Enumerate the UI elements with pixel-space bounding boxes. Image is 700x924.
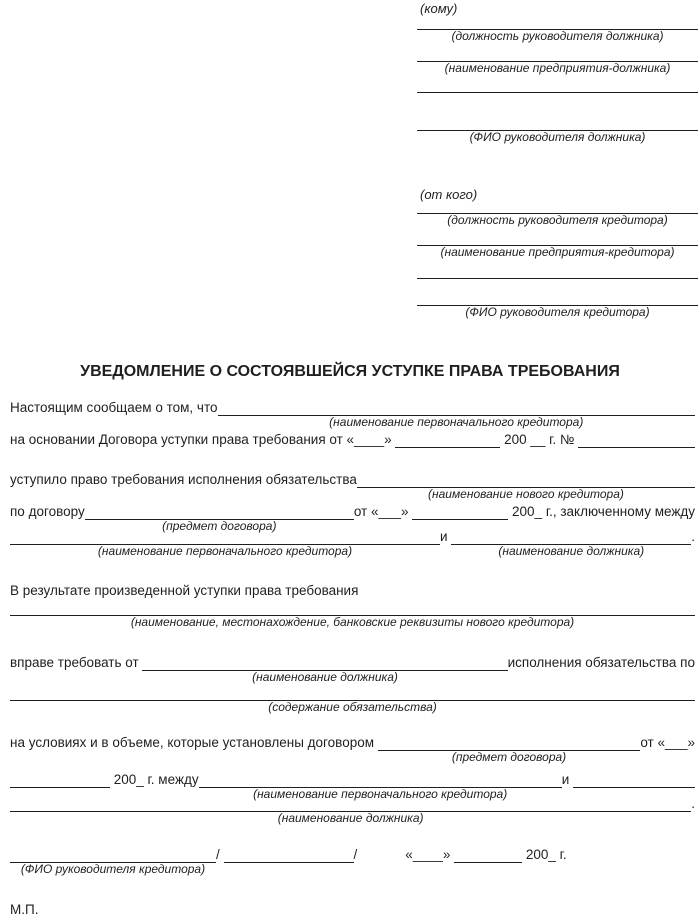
blank-line <box>417 259 698 279</box>
field-caption: (предмет договора) <box>162 519 277 533</box>
blank-field <box>85 503 354 533</box>
row-text: 200_ г. между <box>110 772 199 787</box>
form-row <box>10 599 695 629</box>
blank-line <box>451 528 691 545</box>
blank-field <box>142 654 507 684</box>
field-caption: (наименование должника) <box>498 544 645 558</box>
signature-name-field <box>10 846 216 876</box>
blank-field <box>378 734 641 764</box>
blank-field <box>10 599 695 629</box>
row-text: от «___» <box>353 504 413 519</box>
blank-line <box>224 846 354 863</box>
from-label: (от кого) <box>420 187 478 202</box>
to-label: (кому) <box>420 1 458 16</box>
blank-field <box>395 431 500 448</box>
field-caption: (должность руководителя кредитора) <box>447 213 668 227</box>
blank-field <box>10 771 110 788</box>
blank-line <box>412 503 508 520</box>
row-text: уступило право требования исполнения обязательства <box>10 472 357 487</box>
blank-line <box>10 846 216 863</box>
field-caption: (ФИО руководителя должника) <box>469 130 646 144</box>
blank-line <box>573 771 695 788</box>
field-caption: (наименование первоначального кредитора) <box>97 544 353 558</box>
row-text: . <box>691 529 695 544</box>
form-row <box>10 528 695 558</box>
blank-field <box>357 471 695 501</box>
addressee-block <box>417 0 698 319</box>
form-row <box>10 654 695 684</box>
field-caption: (предмет договора) <box>451 750 567 764</box>
field-caption: (наименование должника) <box>252 670 398 684</box>
blank-line <box>395 431 500 448</box>
field-caption: (ФИО руководителя кредитора) <box>20 862 206 876</box>
blank-field <box>10 684 695 714</box>
blank-line <box>85 503 354 520</box>
blank-field <box>412 503 508 520</box>
field-caption: (наименование, местонахождение, банковские реквизиты нового кредитора) <box>130 615 575 629</box>
document-body <box>0 399 700 918</box>
row-text: 200 __ г. № <box>500 432 579 447</box>
form-row <box>10 795 695 825</box>
blank-line <box>218 399 696 416</box>
row-text: В результате произведенной уступки права требования <box>10 583 359 598</box>
blank-field <box>451 528 691 558</box>
blank-line <box>10 599 695 616</box>
blank-line <box>417 75 698 93</box>
signature-row <box>10 846 695 876</box>
form-row <box>10 684 695 714</box>
blank-line <box>10 795 691 812</box>
blank-line <box>10 684 695 701</box>
form-row <box>10 503 695 533</box>
field-caption: (наименование предприятия-должника) <box>444 61 671 75</box>
blank-field <box>218 399 696 429</box>
row-text: от «___» <box>640 735 695 750</box>
blank-line <box>378 734 641 751</box>
form-row <box>10 431 695 448</box>
document-title: УВЕДОМЛЕНИЕ О СОСТОЯВШЕЙСЯ УСТУПКЕ ПРАВА ТРЕБОВАНИЯ <box>80 363 620 380</box>
blank-line <box>357 471 695 488</box>
row-text: . <box>691 796 695 811</box>
form-row <box>10 771 695 801</box>
form-row <box>10 399 695 429</box>
form-row <box>10 582 695 599</box>
blank-field <box>573 771 695 788</box>
blank-line <box>199 771 562 788</box>
blank-line <box>454 846 522 863</box>
blank-field <box>578 431 695 448</box>
blank-line <box>417 93 698 131</box>
signature-field <box>224 846 354 863</box>
stamp-row <box>10 901 695 918</box>
row-text: по договору <box>10 504 85 519</box>
blank-line <box>578 431 695 448</box>
field-caption: (содержание обязательства) <box>268 700 437 714</box>
blank-line <box>10 528 440 545</box>
blank-line <box>417 43 698 62</box>
stamp-label: М.П. <box>10 902 39 917</box>
row-text: «____» <box>405 847 455 862</box>
field-caption: (должность руководителя должника) <box>451 29 664 43</box>
row-text: 200_ г., заключенному между <box>508 504 695 519</box>
row-text: и <box>561 772 573 787</box>
spacer <box>357 846 405 863</box>
row-text: исполнения обязательства по <box>507 655 695 670</box>
blank-field <box>199 771 562 801</box>
blank-line <box>142 654 507 671</box>
field-caption: (наименование нового кредитора) <box>428 487 624 501</box>
field-caption: (наименование первоначального кредитора) <box>253 787 508 801</box>
row-text: / <box>353 847 358 862</box>
row-text: на основании Договора уступки права требования от «____» <box>10 432 396 447</box>
row-text: и <box>440 529 452 544</box>
blank-line <box>417 16 698 30</box>
form-row <box>10 734 695 764</box>
row-text: Настоящим сообщаем о том, что <box>10 400 218 415</box>
blank-line <box>417 227 698 246</box>
row-text: вправе требовать от <box>10 655 143 670</box>
field-caption: (наименование предприятия-кредитора) <box>440 245 675 259</box>
row-text: на условиях и в объеме, которые установлены договором <box>10 735 378 750</box>
form-row <box>10 471 695 501</box>
date-month-field <box>454 846 522 863</box>
field-caption: (наименование первоначального кредитора) <box>329 415 584 429</box>
blank-line <box>10 771 110 788</box>
row-text: / <box>216 847 224 862</box>
blank-line <box>417 279 698 306</box>
blank-field <box>10 528 440 558</box>
field-caption: (ФИО руководителя кредитора) <box>465 305 650 319</box>
field-caption: (наименование должника) <box>277 811 424 825</box>
blank-field <box>10 795 691 825</box>
row-text: 200_ г. <box>522 847 567 862</box>
